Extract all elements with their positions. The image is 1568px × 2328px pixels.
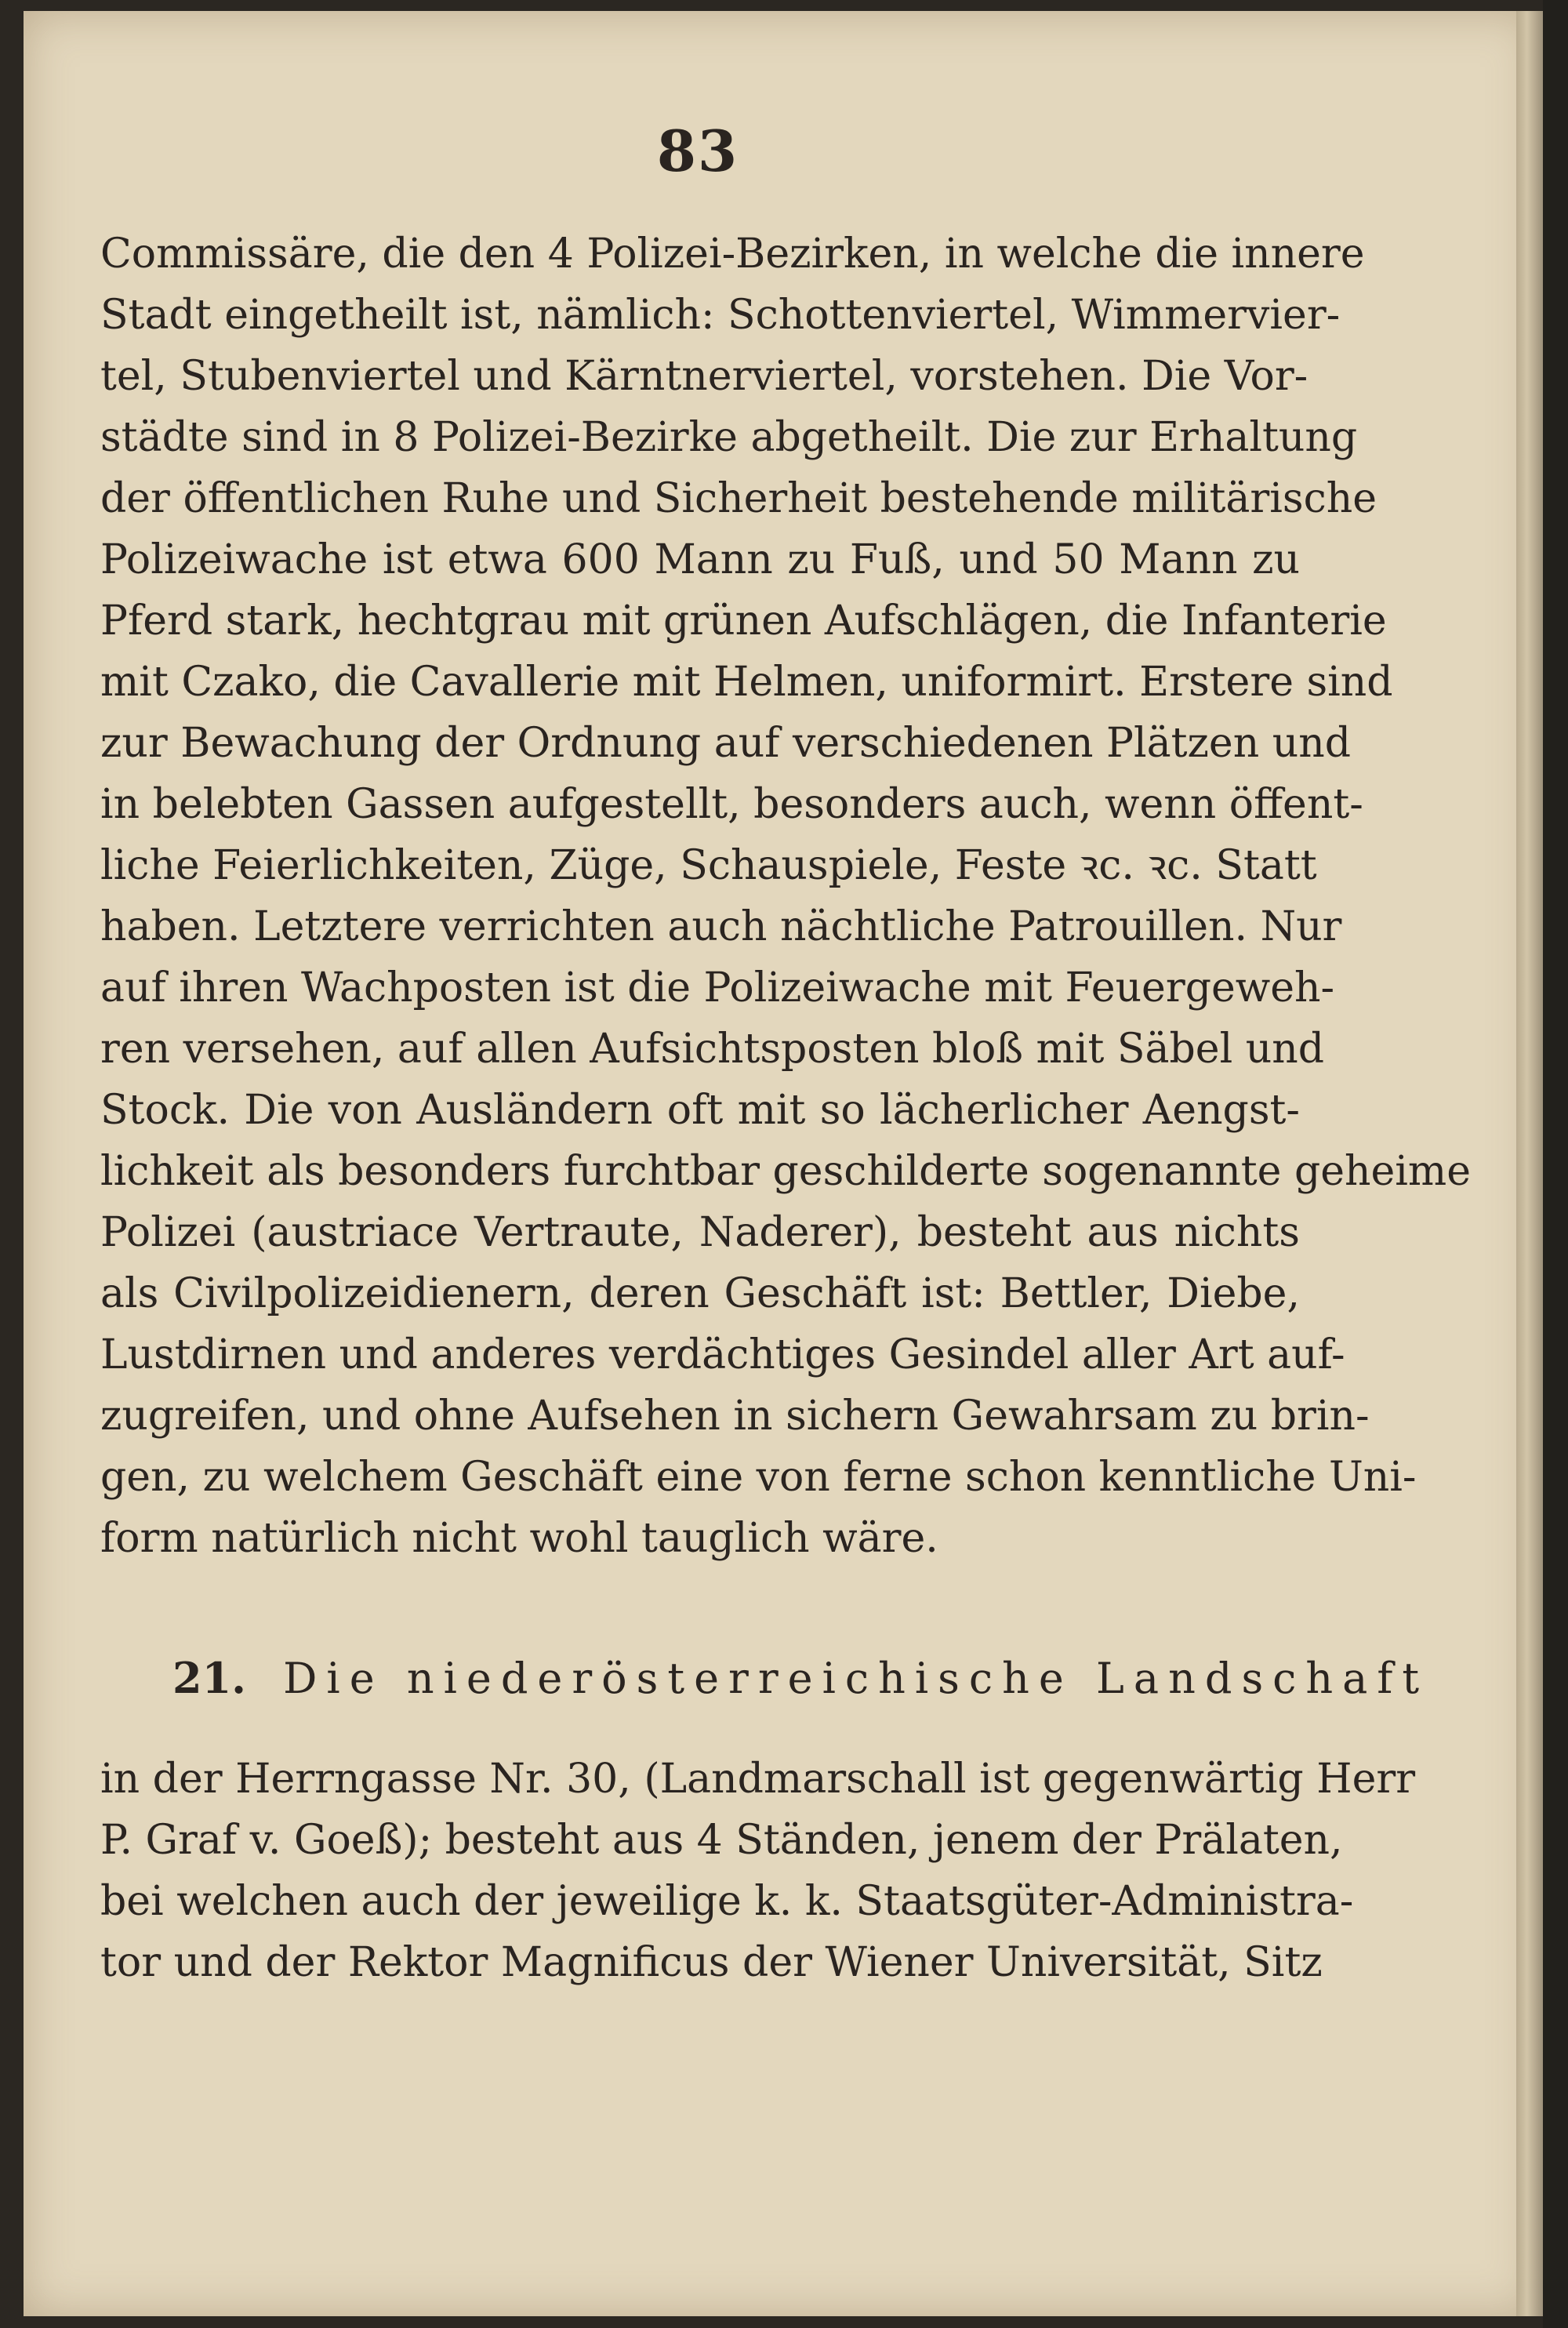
text-line: gen, zu welchem Geschäft eine von ferne schon kenntliche Uni- [100, 1454, 1417, 1501]
paragraph-landschaft [100, 1749, 1416, 1993]
text-line: der öffentlichen Ruhe und Sicherheit bestehende militärische [100, 475, 1377, 522]
text-line: in belebten Gassen aufgestellt, besonders auch, wenn öffent- [100, 781, 1363, 828]
text-line: als Civilpolizeidienern, deren Geschäft ist: Bettler, Diebe, [100, 1270, 1300, 1317]
text-line: städte sind in 8 Polizei-Bezirke abgetheilt. Die zur Erhaltung [100, 414, 1358, 461]
text-line: Pferd stark, hechtgrau mit grünen Aufschlägen, die Infanterie [100, 597, 1387, 645]
text-line: Stadt eingetheilt ist, nämlich: Schottenviertel, Wimmervier- [100, 292, 1341, 339]
text-line: zugreifen, und ohne Aufsehen in sichern Gewahrsam zu brin- [100, 1393, 1370, 1440]
text-line: auf ihren Wachposten ist die Polizeiwache mit Feuergeweh- [100, 964, 1335, 1011]
text-line: tel, Stubenviertel und Kärntnerviertel, vorstehen. Die Vor- [100, 353, 1308, 400]
section-title: Die niederösterreichische Landschaft [283, 1654, 1429, 1703]
section-heading [172, 1647, 1429, 1709]
page-edge [1516, 11, 1543, 2316]
text-line: Commissäre, die den 4 Polizei-Bezirken, in welche die innere [100, 231, 1365, 278]
text-line: liche Feierlichkeiten, Züge, Schauspiele, Feste ꝛc. ꝛc. Statt [100, 842, 1317, 889]
page-number: 83 [656, 118, 739, 184]
text-line: Lustdirnen und anderes verdächtiges Gesindel aller Art auf- [100, 1331, 1345, 1378]
text-line: tor und der Rektor Magnificus der Wiener Universität, Sitz [100, 1939, 1323, 1986]
text-line: bei welchen auch der jeweilige k. k. Staatsgüter-Administra- [100, 1878, 1354, 1925]
text-line: form natürlich nicht wohl tauglich wäre. [100, 1515, 938, 1562]
section-number: 21. [172, 1653, 246, 1703]
text-line: lichkeit als besonders furchtbar geschilderte sogenannte geheime [100, 1148, 1472, 1195]
text-line: in der Herrngasse Nr. 30, (Landmarschall ist gegenwärtig Herr [100, 1756, 1416, 1803]
text-line: Stock. Die von Ausländern oft mit so lächerlicher Aengst- [100, 1087, 1300, 1134]
paragraph-police [100, 223, 1472, 1569]
text-line: mit Czako, die Cavallerie mit Helmen, uniformirt. Erstere sind [100, 659, 1393, 706]
text-line: Polizeiwache ist etwa 600 Mann zu Fuß, und 50 Mann zu [100, 536, 1300, 583]
text-line: zur Bewachung der Ordnung auf verschiedenen Plätzen und [100, 720, 1351, 767]
text-line: Polizei (austriace Vertraute, Naderer), besteht aus nichts [100, 1209, 1300, 1256]
text-line: ren versehen, auf allen Aufsichtsposten bloß mit Säbel und [100, 1026, 1324, 1073]
book-binding-edge [1543, 0, 1568, 2328]
text-line: haben. Letztere verrichten auch nächtliche Patrouillen. Nur [100, 903, 1342, 950]
text-line: P. Graf v. Goeß); besteht aus 4 Ständen, jenem der Prälaten, [100, 1817, 1343, 1864]
